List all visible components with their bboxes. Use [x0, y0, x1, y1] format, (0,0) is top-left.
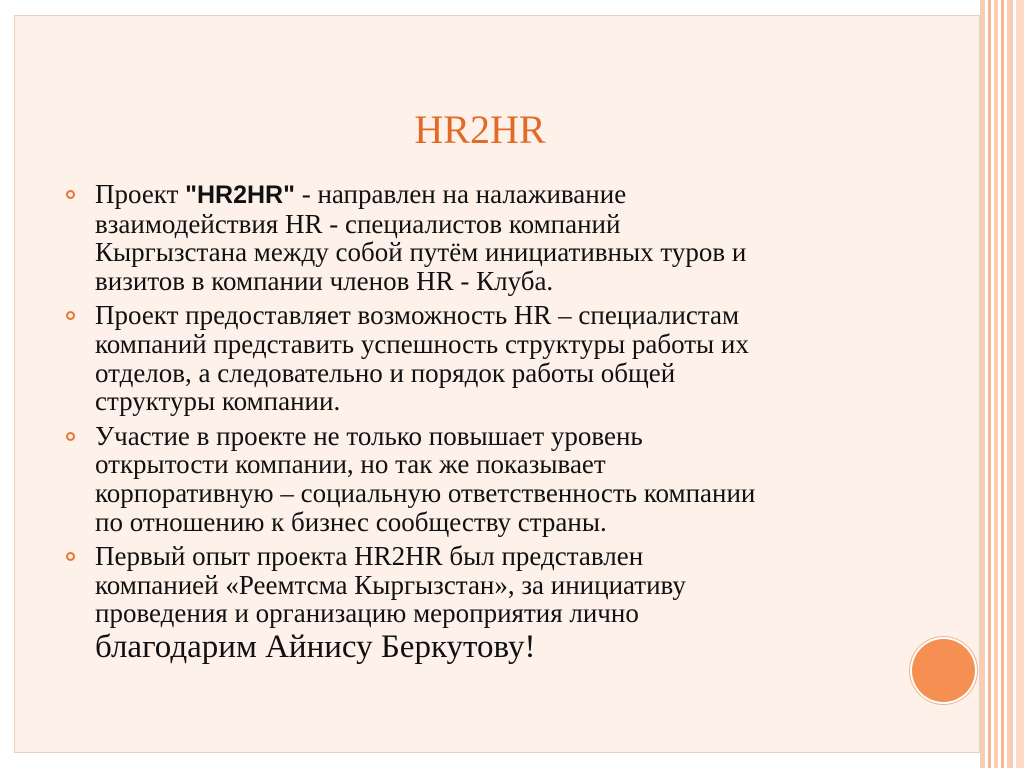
- bullet-line: корпоративную – социальную ответственность компании: [95, 477, 756, 508]
- bullet-text: [95, 179, 746, 296]
- bullet-item: [63, 542, 903, 666]
- bullet-line: Первый опыт проекта HR2HR был представлен: [95, 541, 644, 572]
- bullet-item: [63, 301, 903, 415]
- bullet-line: Кыргызстана между собой путём инициативных туров и: [95, 237, 747, 268]
- bullet-ring-icon: [66, 190, 75, 199]
- bullet-prefix: Проект: [95, 179, 186, 209]
- bullet-item: [63, 180, 903, 295]
- bullet-line-emphasis: благодарим Айнису Беркутову!: [95, 628, 536, 665]
- bullet-item: [63, 422, 903, 536]
- bullet-line: отделов, а следовательно и порядок работы общей: [95, 357, 676, 388]
- bullet-text: [95, 421, 755, 537]
- bullet-line: компаний представить успешность структуры работы их: [95, 328, 749, 359]
- stripe: [988, 0, 991, 768]
- bullet-line: открытости компании, но так же показывает: [95, 449, 606, 480]
- bullet-text: [95, 541, 686, 663]
- bullet-line: - направлен на налаживание: [294, 179, 627, 209]
- project-name: "HR2HR": [185, 181, 295, 209]
- bullet-text: [95, 300, 749, 416]
- bullet-list: [63, 180, 903, 672]
- stripe: [980, 0, 985, 768]
- stripe: [994, 0, 998, 768]
- bullet-line: Проект предоставляет возможность HR – специалистам: [95, 300, 740, 331]
- bullet-ring-icon: [66, 311, 75, 320]
- bullet-line: структуры компании.: [95, 386, 341, 417]
- decorative-stripes: [980, 0, 1024, 768]
- bullet-line: компанией «Реемтсма Кыргызстан», за инициативу: [95, 569, 686, 600]
- slide-title: HR2HR: [414, 107, 546, 152]
- bullet-line: проведения и организацию мероприятия лично: [95, 598, 639, 629]
- bullet-ring-icon: [66, 432, 75, 441]
- stripe: [1016, 0, 1024, 768]
- stripe: [1007, 0, 1013, 768]
- bullet-ring-icon: [66, 552, 75, 561]
- bullet-line: Участие в проекте не только повышает уровень: [95, 420, 643, 451]
- bullet-line: визитов в компании членов HR - Клуба.: [95, 265, 554, 296]
- decorative-circle: [912, 639, 975, 702]
- stripe: [1001, 0, 1004, 768]
- bullet-line: взаимодействия HR - специалистов компаний: [95, 208, 621, 239]
- bullet-line: по отношению к бизнес сообществу страны.: [95, 506, 607, 537]
